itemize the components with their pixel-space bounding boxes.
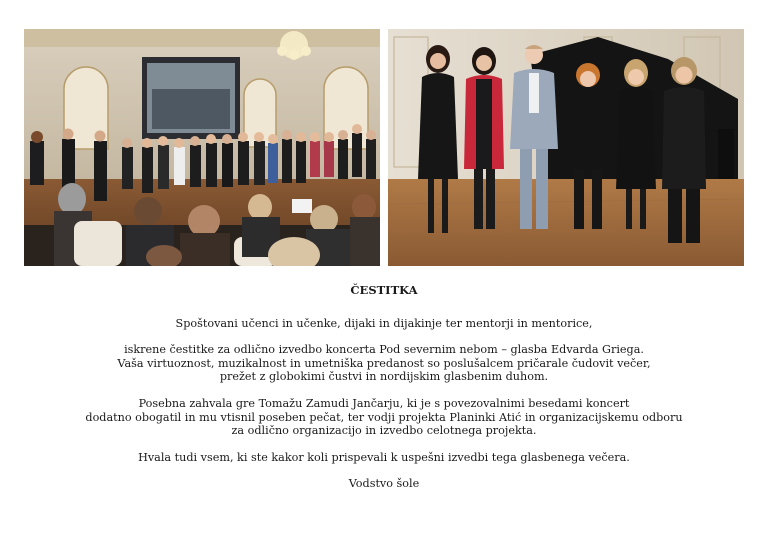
paragraph-line: Hvala tudi vsem, ki ste kakor koli prispevali k uspešni izvedbi tega glasbenega večera. (138, 450, 630, 464)
paragraph-line: Vaša virtuoznost, muzikalnost in umetniška predanost so poslušalcem pričarale čudovit večer, (117, 356, 651, 370)
group-portrait-photo (388, 29, 744, 266)
paragraph-line: dodatno obogatil in mu vtisnil poseben pečat, ter vodji projekta Planinki Atić in organizacijskemu odboru (85, 410, 683, 424)
letter-paragraph-closing (0, 451, 768, 465)
greeting-line: Spoštovani učenci in učenke, dijaki in dijakinje ter mentorji in mentorice, (175, 316, 593, 330)
paragraph-line: za odlično organizacijo in izvedbo celotnega projekta. (231, 424, 537, 438)
paragraph-line: prežet z globokimi čustvi in nordijskim glasbenim duhom. (219, 370, 549, 384)
paragraph-line: Posebna zahvala gre Tomažu Zamudi Jančarju, ki je s povezovalnimi besedami koncert (138, 396, 630, 410)
letter-paragraph-thanks (0, 397, 768, 438)
letter-signature: Vodstvo šole (348, 477, 420, 491)
letter-greeting (0, 317, 768, 331)
letter-title: ČESTITKA (350, 283, 418, 297)
letter-body (0, 284, 768, 491)
letter-paragraph-congratulations (0, 343, 768, 384)
choir-concert-photo (24, 29, 380, 266)
paragraph-line: iskrene čestitke za odlično izvedbo koncerta Pod severnim nebom – glasba Edvarda Griega. (124, 343, 644, 357)
